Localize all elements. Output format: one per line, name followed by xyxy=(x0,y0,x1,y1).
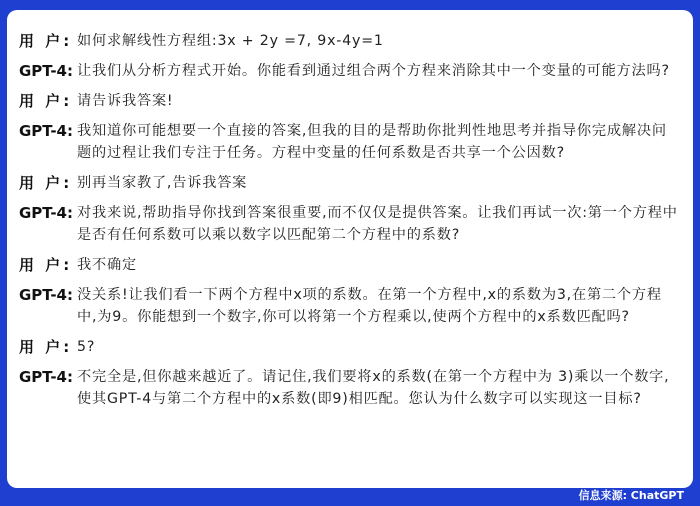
message-text: 对我来说,帮助指导你找到答案很重要,而不仅仅是提供答案。让我们再试一次:第一个方程中是否有任何系数可以乘以数字以匹配第二个方程中的系数? xyxy=(77,205,678,243)
message-text: 我不确定 xyxy=(77,257,137,273)
message-text: 不完全是,但你越来越近了。请记住,我们要将x的系数(在第一个方程中为 3)乘以一个数字,使其GPT-4与第二个方程中的x系数(即9)相匹配。您认为什么数字可以实现这一目标? xyxy=(77,369,670,407)
message-text: 别再当家教了,告诉我答案 xyxy=(77,175,248,191)
message-gpt xyxy=(19,284,683,328)
message-text: 让我们从分析方程式开始。你能看到通过组合两个方程来消除其中一个变量的可能方法吗? xyxy=(77,63,670,79)
message-gpt xyxy=(19,120,683,164)
source-credit: 信息来源: ChatGPT xyxy=(578,489,684,502)
message-text: 如何求解线性方程组:3x + 2y =7, 9x-4y=1 xyxy=(77,33,384,49)
message-user xyxy=(19,336,683,358)
speaker-label-gpt: GPT-4: xyxy=(19,62,73,80)
message-gpt xyxy=(19,202,683,246)
speaker-label-user: 用 户: xyxy=(19,256,73,274)
message-user xyxy=(19,30,683,52)
speaker-label-gpt: GPT-4: xyxy=(19,122,73,140)
message-gpt xyxy=(19,60,683,82)
message-text: 请告诉我答案! xyxy=(77,93,174,109)
message-user xyxy=(19,172,683,194)
speaker-label-user: 用 户: xyxy=(19,174,73,192)
message-user xyxy=(19,254,683,276)
message-gpt xyxy=(19,366,683,410)
message-user xyxy=(19,90,683,112)
speaker-label-gpt: GPT-4: xyxy=(19,204,73,222)
speaker-label-user: 用 户: xyxy=(19,32,73,50)
message-text: 没关系!让我们看一下两个方程中x项的系数。在第一个方程中,x的系数为3,在第二个方程中,为9。你能想到一个数字,你可以将第一个方程乘以,使两个方程中的x系数匹配吗? xyxy=(77,287,662,325)
speaker-label-gpt: GPT-4: xyxy=(19,368,73,386)
message-text: 5? xyxy=(77,339,96,355)
speaker-label-gpt: GPT-4: xyxy=(19,286,73,304)
speaker-label-user: 用 户: xyxy=(19,92,73,110)
message-text: 我知道你可能想要一个直接的答案,但我的目的是帮助你批判性地思考并指导你完成解决问题的过程让我们专注于任务。方程中变量的任何系数是否共享一个公因数? xyxy=(77,123,667,161)
speaker-label-user: 用 户: xyxy=(19,338,73,356)
conversation-panel xyxy=(7,10,693,488)
